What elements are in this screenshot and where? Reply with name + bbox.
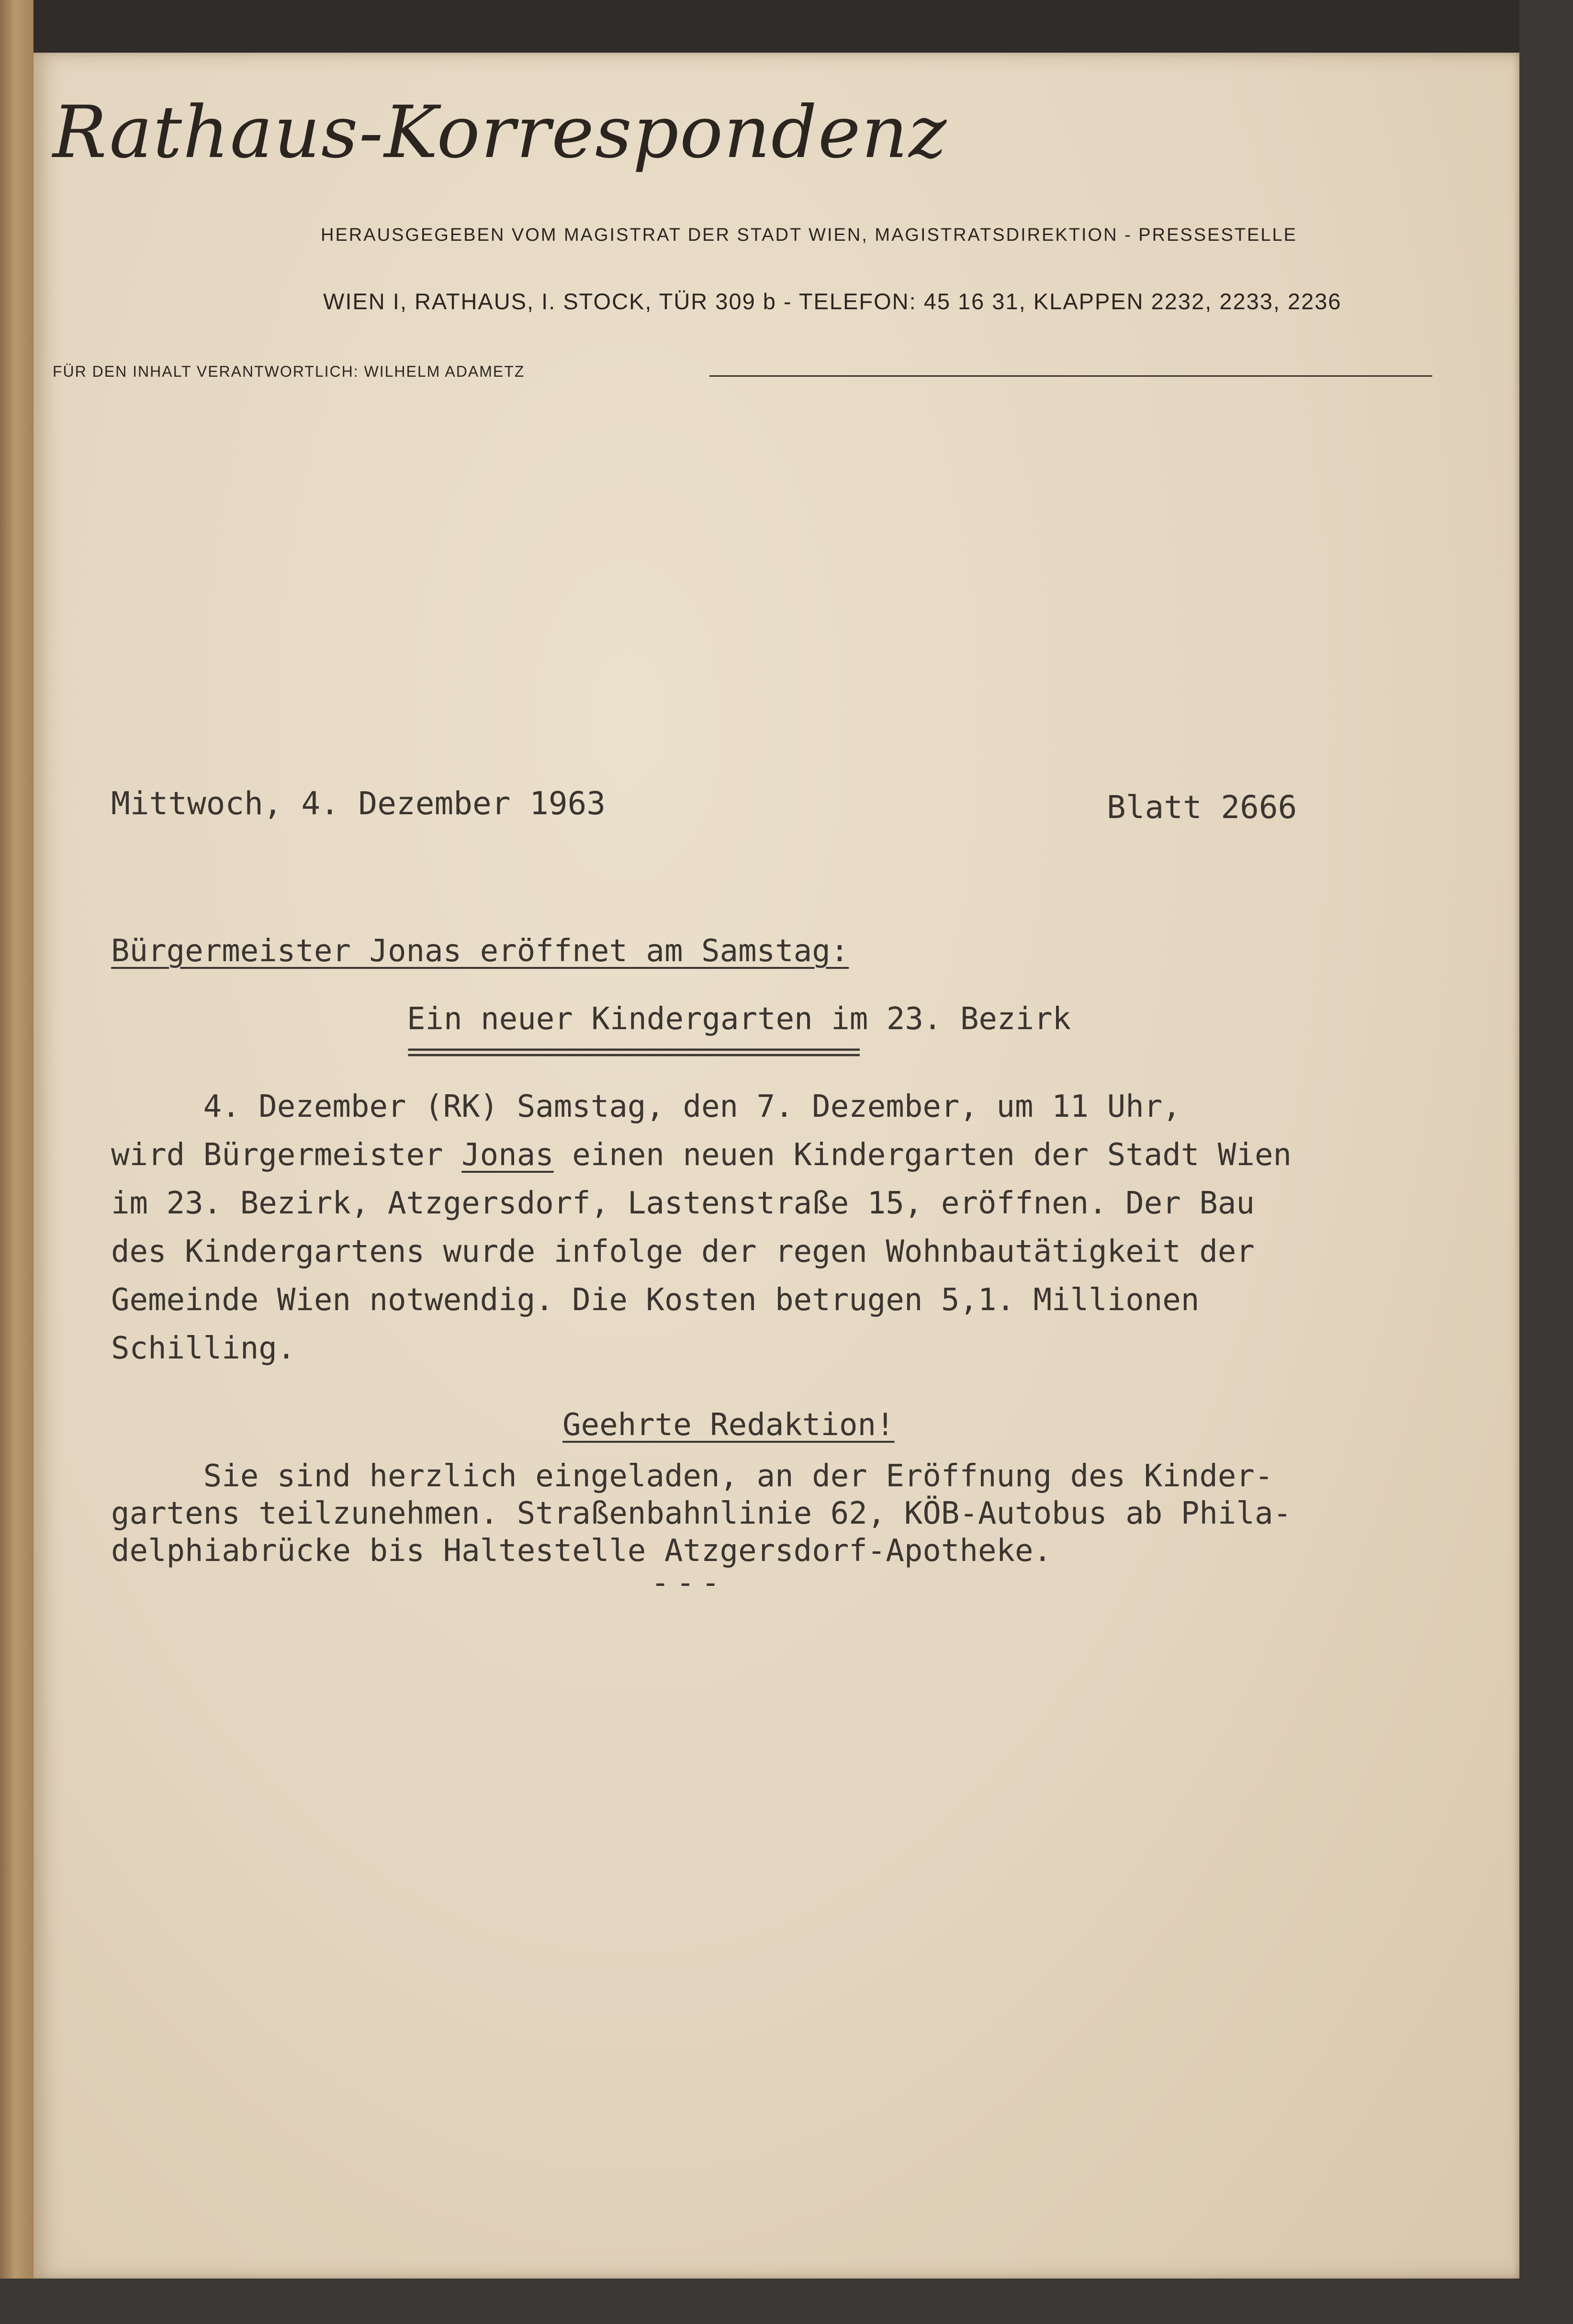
scan-background-right xyxy=(1519,0,1573,2324)
masthead-rule xyxy=(709,375,1432,377)
body-line: im 23. Bezirk, Atzgersdorf, Lastenstraße 15, eröffnen. Der Bau xyxy=(111,1186,1255,1221)
body-line: 4. Dezember (RK) Samstag, den 7. Dezember, um 11 Uhr, xyxy=(203,1089,1181,1124)
article-body xyxy=(111,1083,1451,1373)
article-kicker: Bürgermeister Jonas eröffnet am Samstag: xyxy=(111,933,849,969)
masthead-title: Rathaus-Korrespondenz xyxy=(53,91,948,174)
invitation-line: Sie sind herzlich eingeladen, an der Eröffnung des Kinder- xyxy=(203,1459,1273,1494)
body-line: Schilling. xyxy=(111,1331,296,1366)
publisher-line: HERAUSGEGEBEN VOM MAGISTRAT DER STADT WIEN, MAGISTRATSDIREKTION - PRESSESTELLE xyxy=(321,225,1297,245)
binding-edge xyxy=(0,0,34,2324)
body-line: des Kindergartens wurde infolge der regen Wohnbautätigkeit der xyxy=(111,1234,1255,1269)
body-line: Gemeinde Wien notwendig. Die Kosten betrugen 5,1. Millionen xyxy=(111,1282,1200,1318)
mayor-name: Jonas xyxy=(461,1137,554,1173)
closing-dashes: --- xyxy=(651,1565,727,1601)
article-headline: Ein neuer Kindergarten im 23. Bezirk xyxy=(407,1001,1071,1037)
scan-background-bottom xyxy=(0,2279,1573,2324)
address-line: WIEN I, RATHAUS, I. STOCK, TÜR 309 b - TELEFON: 45 16 31, KLAPPEN 2232, 2233, 2236 xyxy=(323,289,1342,314)
invitation-text xyxy=(111,1458,1292,1570)
responsible-editor: FÜR DEN INHALT VERANTWORTLICH: WILHELM ADAMETZ xyxy=(53,363,525,380)
greeting: Geehrte Redaktion! xyxy=(562,1407,895,1443)
invitation-line: gartens teilzunehmen. Straßenbahnlinie 62, KÖB-Autobus ab Phila- xyxy=(111,1496,1292,1531)
body-line: wird Bürgermeister Jonas einen neuen Kindergarten der Stadt Wien xyxy=(111,1137,1292,1173)
date-line: Mittwoch, 4. Dezember 1963 xyxy=(111,785,606,822)
headline-double-rule: ================================== xyxy=(407,1036,858,1067)
invitation-line: delphiabrücke bis Haltestelle Atzgersdorf-Apotheke. xyxy=(111,1533,1052,1569)
sheet-number: Blatt 2666 xyxy=(1107,789,1297,826)
